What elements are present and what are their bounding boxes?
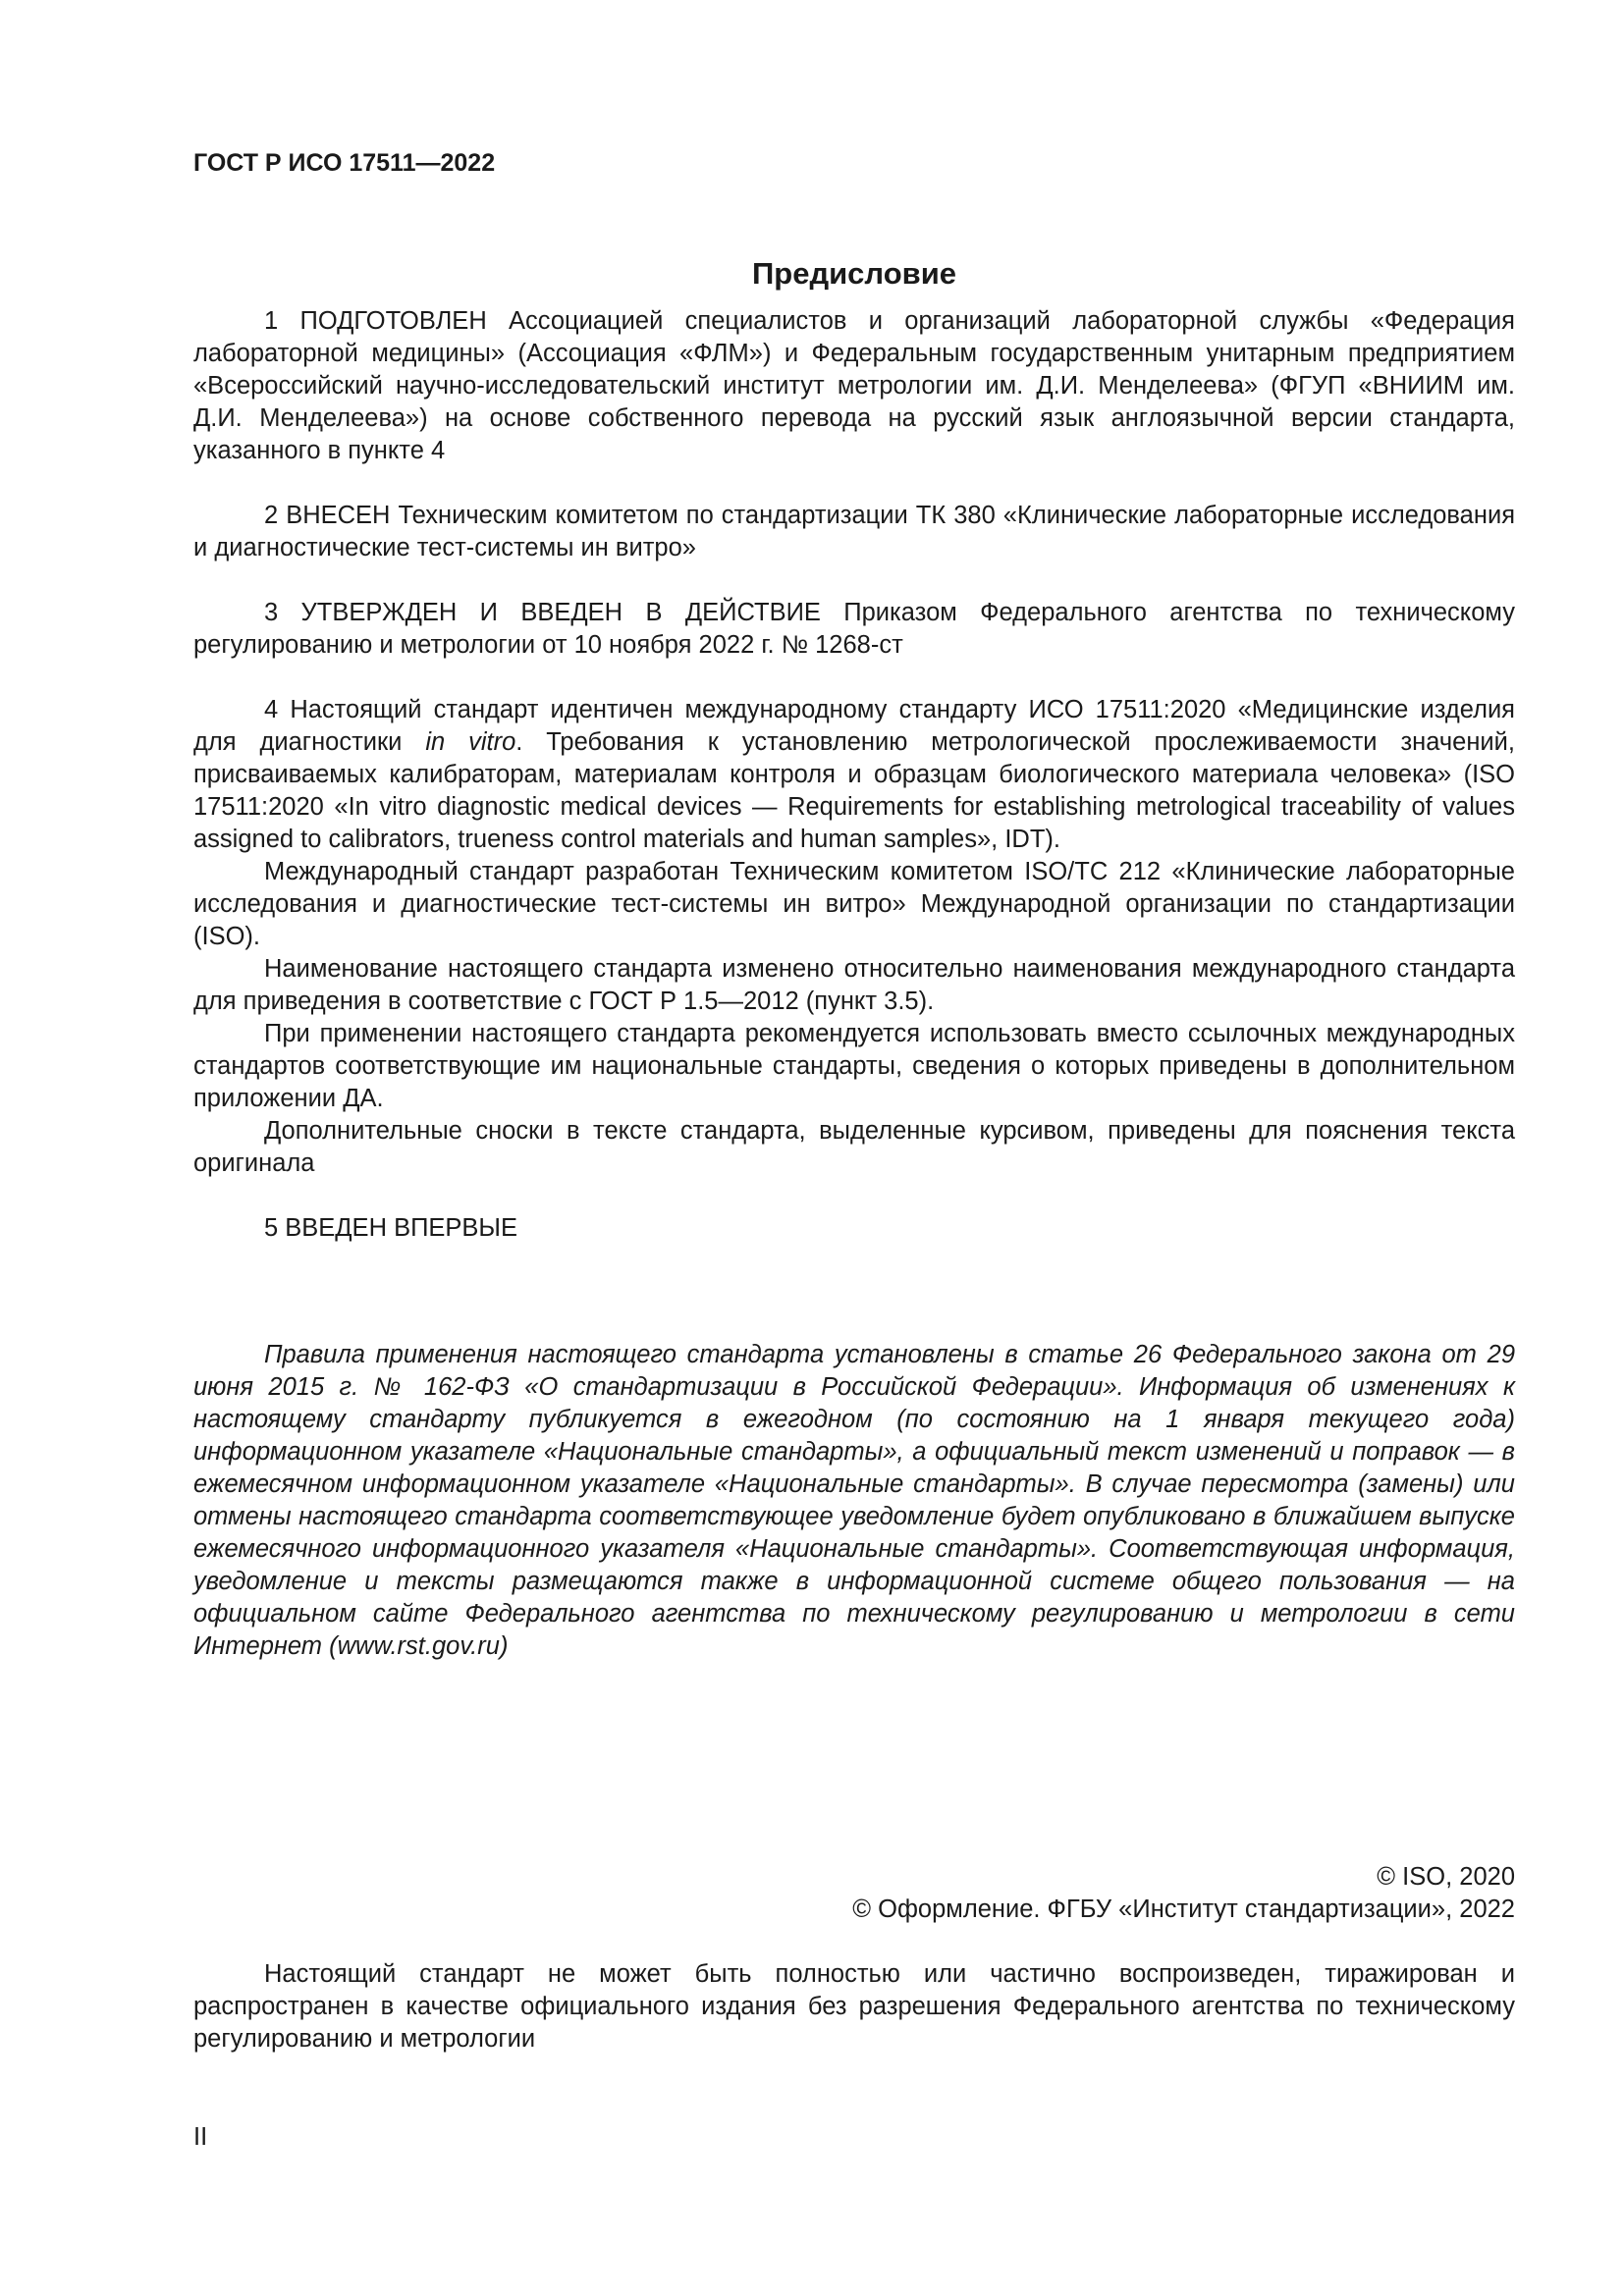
reproduction-notice [193, 1958, 1515, 2056]
copyright-block [193, 1861, 1515, 1926]
section-4-p1-after: . Требования к установлению метрологической прослеживаемости значений, присваиваемых калибраторам, материалам контроля и образцам биологического материала человека» (ISO 17511:2020 «In vitro diagnostic medical devices — Requirements for establishing metrological traceability of values assigned to calibrators, trueness control materials and human samples», IDT). [193, 728, 1515, 853]
section-1-text: 1 ПОДГОТОВЛЕН Ассоциацией специалистов и организаций лабораторной службы «Федерация лабораторной медицины» (Ассоциация «ФЛМ») и Федеральным государственным унитарным предприятием «Всероссийский научно-исследовательский институт метрологии им. Д.И. Менделеева» (ФГУП «ВНИИМ им. Д.И. Менделеева») на основе собственного перевода на русский язык англоязычной версии стандарта, указанного в пункте 4 [193, 307, 1515, 464]
section-4-paragraph-5: Дополнительные сноски в тексте стандарта, выделенные курсивом, приведены для пояснения текста оригинала [193, 1117, 1515, 1177]
document-page [193, 147, 1515, 2056]
section-4-paragraph-4: При применении настоящего стандарта рекомендуется использовать вместо ссылочных международных стандартов соответствующие им национальные стандарты, сведения о которых приведены в дополнительном приложении ДА. [193, 1020, 1515, 1112]
section-5 [193, 1212, 1515, 1245]
section-3 [193, 597, 1515, 662]
application-rules-notice [193, 1339, 1515, 1663]
section-4-paragraph-2: Международный стандарт разработан Техническим комитетом ISO/TC 212 «Клинические лабораторные исследования и диагностические тест-системы ин витро» Международной организации по стандартизации (ISO). [193, 858, 1515, 950]
copyright-design: © Оформление. ФГБУ «Институт стандартизации», 2022 [852, 1896, 1515, 1923]
section-4-p1-before: 4 Настоящий стандарт идентичен международному стандарту ИСО 17511:2020 «Медицинские изделия для диагностики [193, 696, 1515, 756]
section-4-p1-italic: in vitro [425, 728, 516, 756]
section-5-text: 5 ВВЕДЕН ВПЕРВЫЕ [264, 1214, 518, 1242]
copyright-iso: © ISO, 2020 [1377, 1863, 1515, 1891]
section-2 [193, 500, 1515, 564]
page-number: II [193, 2123, 208, 2151]
section-2-text: 2 ВНЕСЕН Техническим комитетом по стандартизации ТК 380 «Клинические лабораторные исследования и диагностические тест-системы ин витро» [193, 502, 1515, 561]
section-3-text: 3 УТВЕРЖДЕН И ВВЕДЕН В ДЕЙСТВИЕ Приказом Федерального агентства по техническому регулированию и метрологии от 10 ноября 2022 г. № 1268-ст [193, 599, 1515, 659]
section-4-paragraph-3: Наименование настоящего стандарта изменено относительно наименования международного стандарта для приведения в соответствие с ГОСТ Р 1.5—2012 (пункт 3.5). [193, 955, 1515, 1015]
reproduction-text: Настоящий стандарт не может быть полностью или частично воспроизведен, тиражирован и распространен в качестве официального издания без разрешения Федерального агентства по техническому регулированию и метрологии [193, 1960, 1515, 2053]
document-header: ГОСТ Р ИСО 17511—2022 [193, 149, 496, 177]
section-1 [193, 305, 1515, 467]
section-4 [193, 694, 1515, 1180]
notice-text: Правила применения настоящего стандарта установлены в статье 26 Федерального закона от 29 июня 2015 г. № 162-ФЗ «О стандартизации в Российской Федерации». Информация об изменениях к настоящему стандарту публикуется в ежегодном (по состоянию на 1 января текущего года) информационном указателе «Национальные стандарты», а официальный текст изменений и поправок — в ежемесячном информационном указателе «Национальные стандарты». В случае пересмотра (замены) или отмены настоящего стандарта соответствующее уведомление будет опубликовано в ближайшем выпуске ежемесячного информационного указателя «Национальные стандарты». Соответствующая информация, уведомление и тексты размещаются также в информационной системе общего пользования — на официальном сайте Федерального агентства по техническому регулированию и метрологии в сети Интернет (www.rst.gov.ru) [193, 1341, 1515, 1660]
section-4-paragraph-1 [193, 694, 1515, 856]
page-title: Предисловие [751, 256, 956, 291]
